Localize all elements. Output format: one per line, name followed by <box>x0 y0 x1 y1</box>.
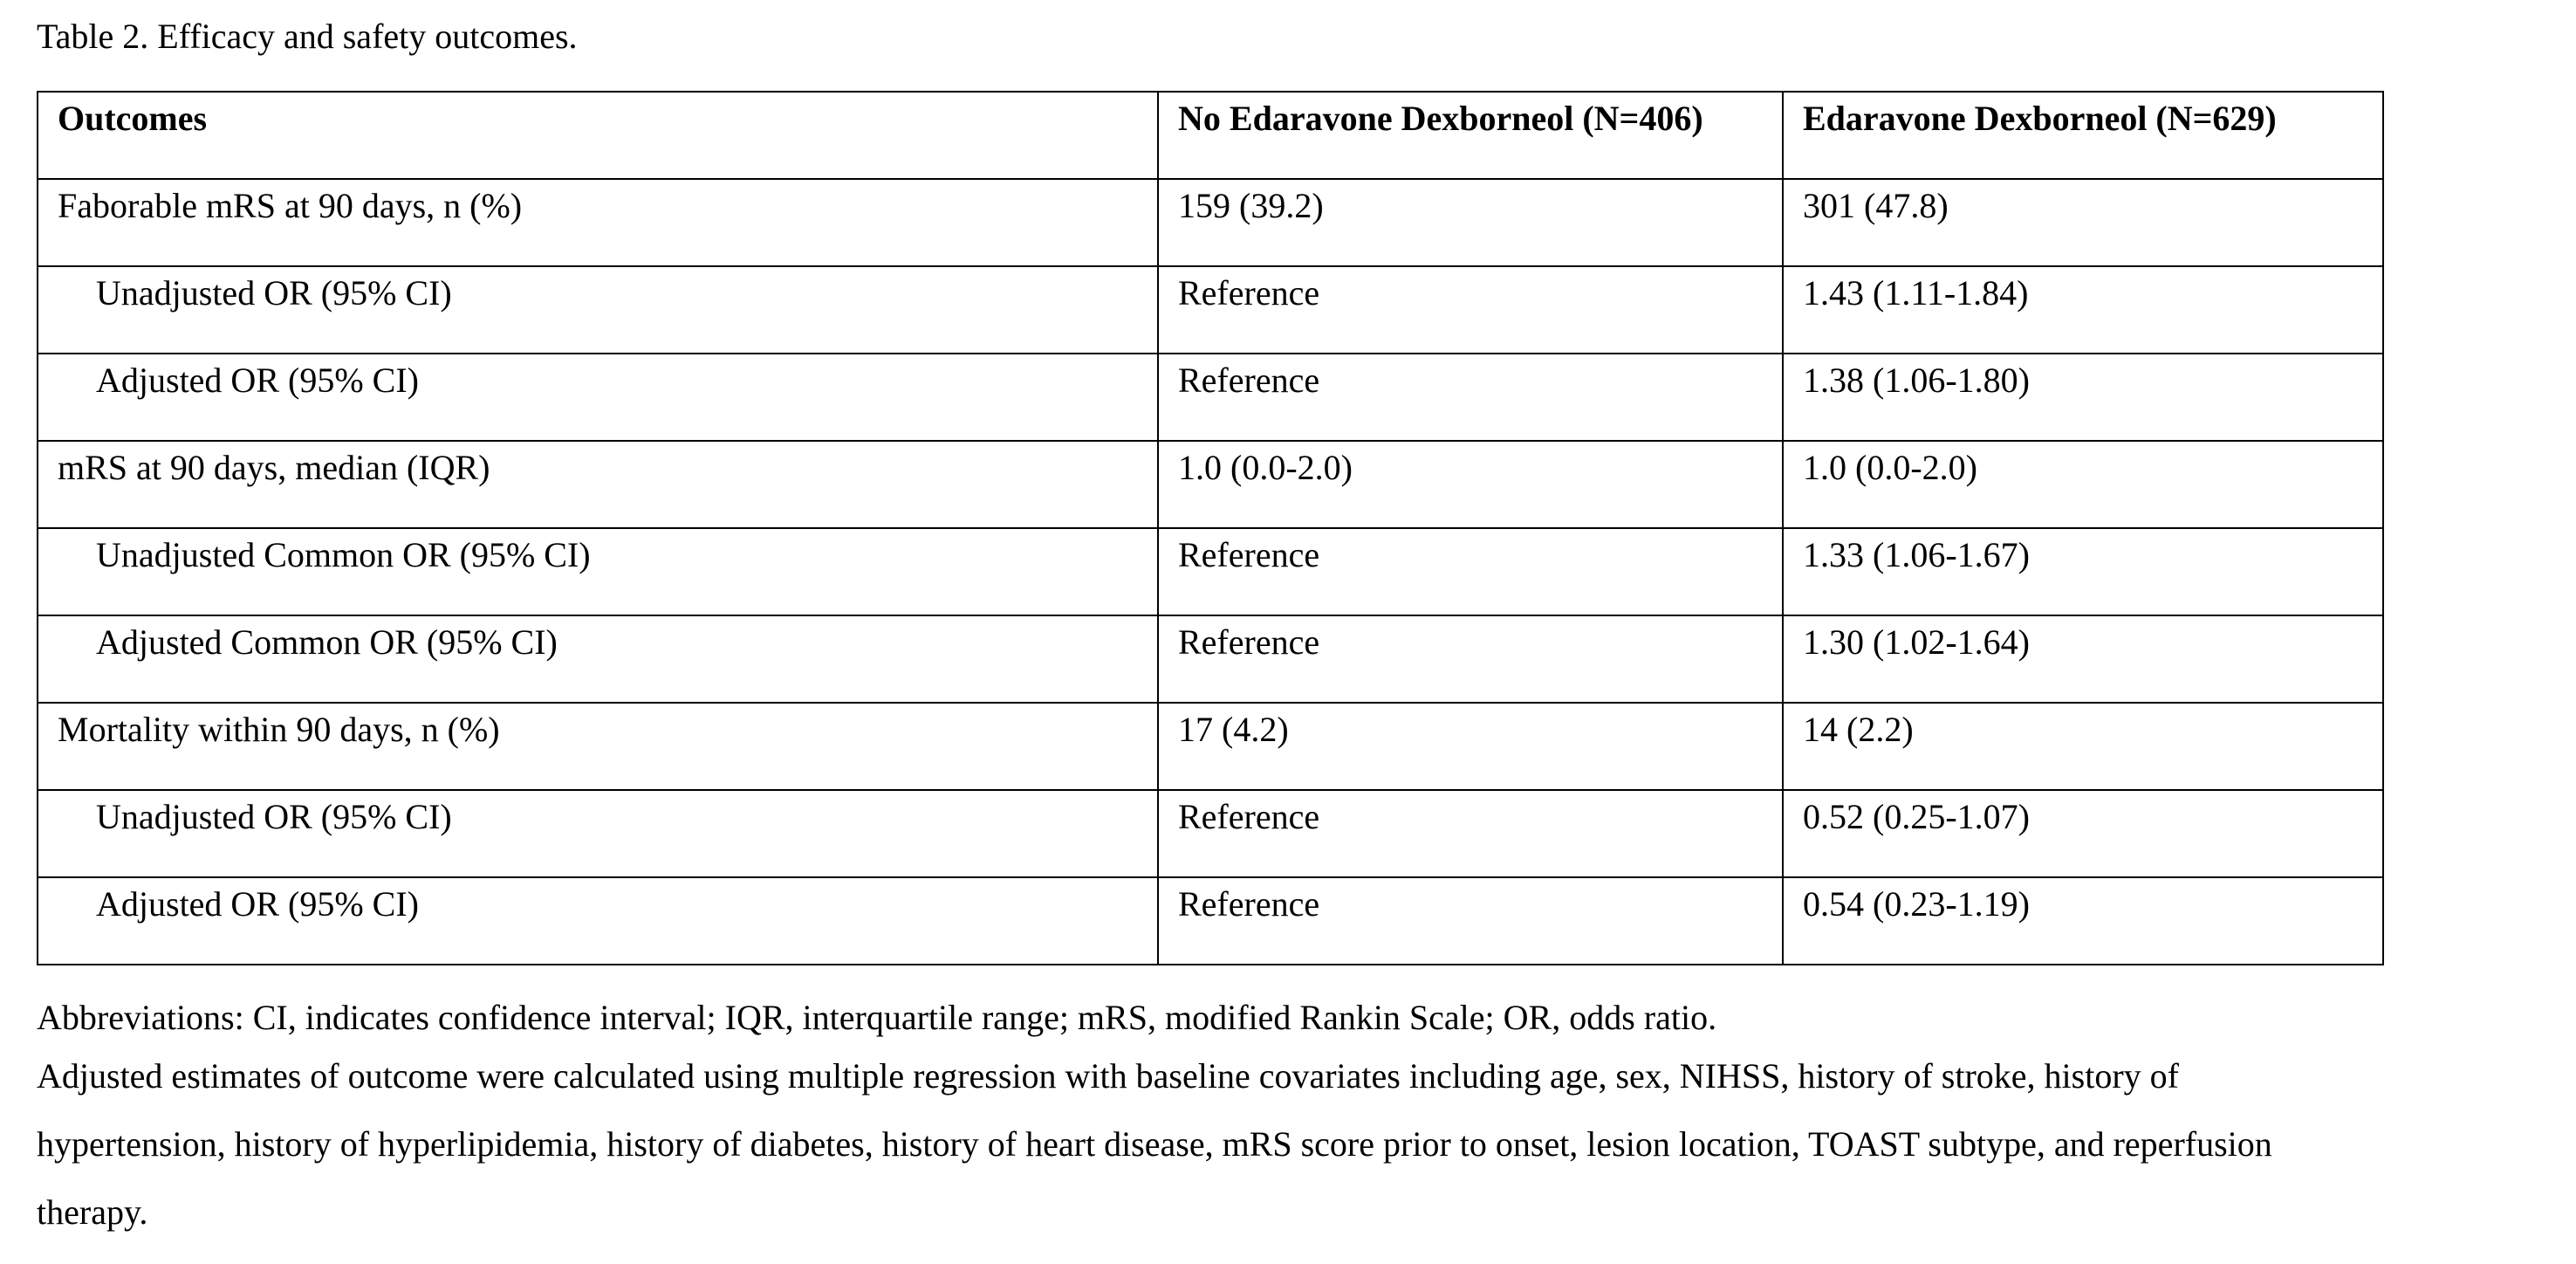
table-row <box>38 615 2383 703</box>
outcome-cell: Faborable mRS at 90 days, n (%) <box>38 179 1158 266</box>
no-edaravone-cell: 159 (39.2) <box>1158 179 1783 266</box>
no-edaravone-cell: 1.0 (0.0-2.0) <box>1158 441 1783 528</box>
table-footnotes <box>37 993 2550 1247</box>
outcome-cell: Unadjusted OR (95% CI) <box>38 790 1158 877</box>
table-header-row <box>38 92 2383 179</box>
outcome-cell: Unadjusted OR (95% CI) <box>38 266 1158 354</box>
edaravone-cell: 0.54 (0.23-1.19) <box>1783 877 2383 965</box>
no-edaravone-cell: Reference <box>1158 790 1783 877</box>
header-edaravone: Edaravone Dexborneol (N=629) <box>1783 92 2383 179</box>
no-edaravone-cell: 17 (4.2) <box>1158 703 1783 790</box>
outcome-cell: Mortality within 90 days, n (%) <box>38 703 1158 790</box>
table-row <box>38 354 2383 441</box>
no-edaravone-cell: Reference <box>1158 615 1783 703</box>
adjustment-note-line: Adjusted estimates of outcome were calculated using multiple regression with baseline covariates including age, sex, NIHSS, history of stroke, history of <box>37 1056 2179 1096</box>
table-row <box>38 441 2383 528</box>
table-caption: Table 2. Efficacy and safety outcomes. <box>37 17 578 56</box>
edaravone-cell: 0.52 (0.25-1.07) <box>1783 790 2383 877</box>
outcome-cell: Unadjusted Common OR (95% CI) <box>38 528 1158 615</box>
table-row <box>38 266 2383 354</box>
no-edaravone-cell: Reference <box>1158 266 1783 354</box>
outcome-cell: mRS at 90 days, median (IQR) <box>38 441 1158 528</box>
edaravone-cell: 1.0 (0.0-2.0) <box>1783 441 2383 528</box>
no-edaravone-cell: Reference <box>1158 877 1783 965</box>
outcome-cell: Adjusted OR (95% CI) <box>38 877 1158 965</box>
no-edaravone-cell: Reference <box>1158 528 1783 615</box>
no-edaravone-cell: Reference <box>1158 354 1783 441</box>
edaravone-cell: 1.43 (1.11-1.84) <box>1783 266 2383 354</box>
edaravone-cell: 14 (2.2) <box>1783 703 2383 790</box>
outcomes-table <box>37 91 2384 965</box>
edaravone-cell: 301 (47.8) <box>1783 179 2383 266</box>
outcome-cell: Adjusted OR (95% CI) <box>38 354 1158 441</box>
table-row <box>38 877 2383 965</box>
table-row <box>38 528 2383 615</box>
edaravone-cell: 1.38 (1.06-1.80) <box>1783 354 2383 441</box>
edaravone-cell: 1.30 (1.02-1.64) <box>1783 615 2383 703</box>
edaravone-cell: 1.33 (1.06-1.67) <box>1783 528 2383 615</box>
outcome-cell: Adjusted Common OR (95% CI) <box>38 615 1158 703</box>
header-no-edaravone: No Edaravone Dexborneol (N=406) <box>1158 92 1783 179</box>
adjustment-note-line: therapy. <box>37 1192 148 1232</box>
adjustment-note-line: hypertension, history of hyperlipidemia, history of diabetes, history of heart disease, mRS score prior to onset, lesion location, TOAST subtype, and reperfusion <box>37 1124 2272 1164</box>
table-row <box>38 703 2383 790</box>
header-outcomes: Outcomes <box>38 92 1158 179</box>
table-row <box>38 790 2383 877</box>
abbreviations-note: Abbreviations: CI, indicates confidence interval; IQR, interquartile range; mRS, modified Rankin Scale; OR, odds ratio. <box>37 998 1717 1037</box>
table-row <box>38 179 2383 266</box>
